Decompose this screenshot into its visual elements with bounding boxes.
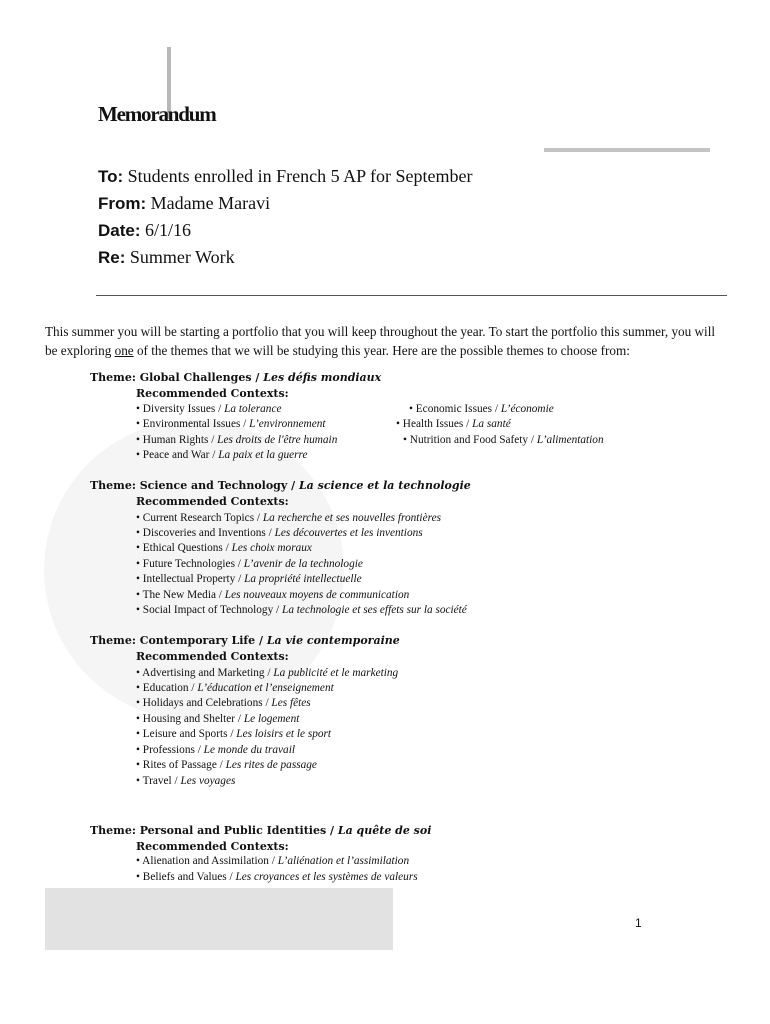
intro-underlined-word: one bbox=[114, 343, 134, 358]
list-item: • Rites of Passage / Les rites de passage bbox=[136, 759, 317, 771]
memo-date-line bbox=[98, 220, 191, 241]
list-item: • Travel / Les voyages bbox=[136, 775, 236, 787]
list-item: • Intellectual Property / La propriété intellectuelle bbox=[136, 573, 362, 585]
page-number: 1 bbox=[635, 916, 642, 930]
from-value: Madame Maravi bbox=[150, 193, 271, 213]
list-item: • Human Rights / Les droits de l'être humain bbox=[136, 434, 338, 446]
list-item: • Social Impact of Technology / La technologie et ses effets sur la société bbox=[136, 604, 467, 616]
contexts-label: Recommended Contexts: bbox=[136, 840, 289, 853]
list-item: • Housing and Shelter / Le logement bbox=[136, 713, 300, 725]
list-item: • Peace and War / La paix et la guerre bbox=[136, 449, 308, 461]
memo-from-line bbox=[98, 193, 270, 214]
theme-french: La vie contemporaine bbox=[266, 634, 400, 647]
theme-heading bbox=[90, 633, 400, 649]
theme-heading bbox=[90, 823, 431, 839]
theme-heading bbox=[90, 478, 471, 494]
date-value: 6/1/16 bbox=[145, 220, 192, 240]
theme-french: La science et la technologie bbox=[298, 479, 471, 492]
list-item: • Diversity Issues / La tolerance bbox=[136, 403, 282, 415]
memo-re-line bbox=[98, 247, 235, 268]
list-item: • Ethical Questions / Les choix moraux bbox=[136, 542, 312, 554]
list-item: • Future Technologies / L’avenir de la technologie bbox=[136, 558, 363, 570]
memo-to-line bbox=[98, 166, 472, 187]
from-label: From: bbox=[98, 194, 147, 213]
theme-french: La quête de soi bbox=[337, 824, 432, 837]
list-item: • Holidays and Celebrations / Les fêtes bbox=[136, 697, 311, 709]
contexts-label: Recommended Contexts: bbox=[136, 387, 289, 400]
list-item: • Economic Issues / L’économie bbox=[409, 403, 554, 415]
list-item: • Leisure and Sports / Les loisirs et le sport bbox=[136, 728, 332, 740]
header-divider bbox=[96, 295, 727, 296]
theme-prefix: Theme: Personal and Public Identities / bbox=[90, 824, 338, 837]
list-item: • Advertising and Marketing / La publicité et le marketing bbox=[136, 667, 399, 679]
list-item: • Beliefs and Values / Les croyances et les systèmes de valeurs bbox=[136, 871, 418, 883]
theme-prefix: Theme: Science and Technology / bbox=[90, 479, 299, 492]
re-label: Re: bbox=[98, 248, 126, 267]
theme-french: Les défis mondiaux bbox=[263, 371, 382, 384]
theme-heading bbox=[90, 370, 381, 386]
re-value: Summer Work bbox=[129, 247, 235, 267]
list-item: • Professions / Le monde du travail bbox=[136, 744, 295, 756]
list-item: • Health Issues / La santé bbox=[396, 418, 511, 430]
list-item: • Nutrition and Food Safety / L’alimentation bbox=[403, 434, 604, 446]
to-label: To: bbox=[98, 167, 124, 186]
intro-paragraph bbox=[45, 322, 725, 360]
decorative-footer-box bbox=[45, 888, 393, 950]
list-item: • The New Media / Les nouveaux moyens de communication bbox=[136, 589, 410, 601]
theme-prefix: Theme: Contemporary Life / bbox=[90, 634, 267, 647]
contexts-label: Recommended Contexts: bbox=[136, 495, 289, 508]
list-item: • Discoveries and Inventions / Les découvertes et les inventions bbox=[136, 527, 423, 539]
list-item: • Current Research Topics / La recherche et ses nouvelles frontières bbox=[136, 512, 441, 524]
memo-title: Memorandum bbox=[98, 102, 216, 126]
list-item: • Environmental Issues / L’environnement bbox=[136, 418, 326, 430]
intro-text-2: of the themes that we will be studying this year. Here are the possible themes to choose from: bbox=[133, 343, 630, 358]
list-item: • Education / L’éducation et l’enseignement bbox=[136, 682, 334, 694]
theme-prefix: Theme: Global Challenges / bbox=[90, 371, 264, 384]
decorative-horizontal-bar bbox=[544, 148, 710, 152]
date-label: Date: bbox=[98, 221, 141, 240]
intro-text-1: This summer you will be starting a portfolio that you will keep throughout the year. To start the portfolio this summer, you will be exploring bbox=[45, 324, 716, 358]
contexts-label: Recommended Contexts: bbox=[136, 650, 289, 663]
list-item: • Alienation and Assimilation / L’aliénation et l’assimilation bbox=[136, 855, 410, 867]
to-value: Students enrolled in French 5 AP for September bbox=[127, 166, 473, 186]
